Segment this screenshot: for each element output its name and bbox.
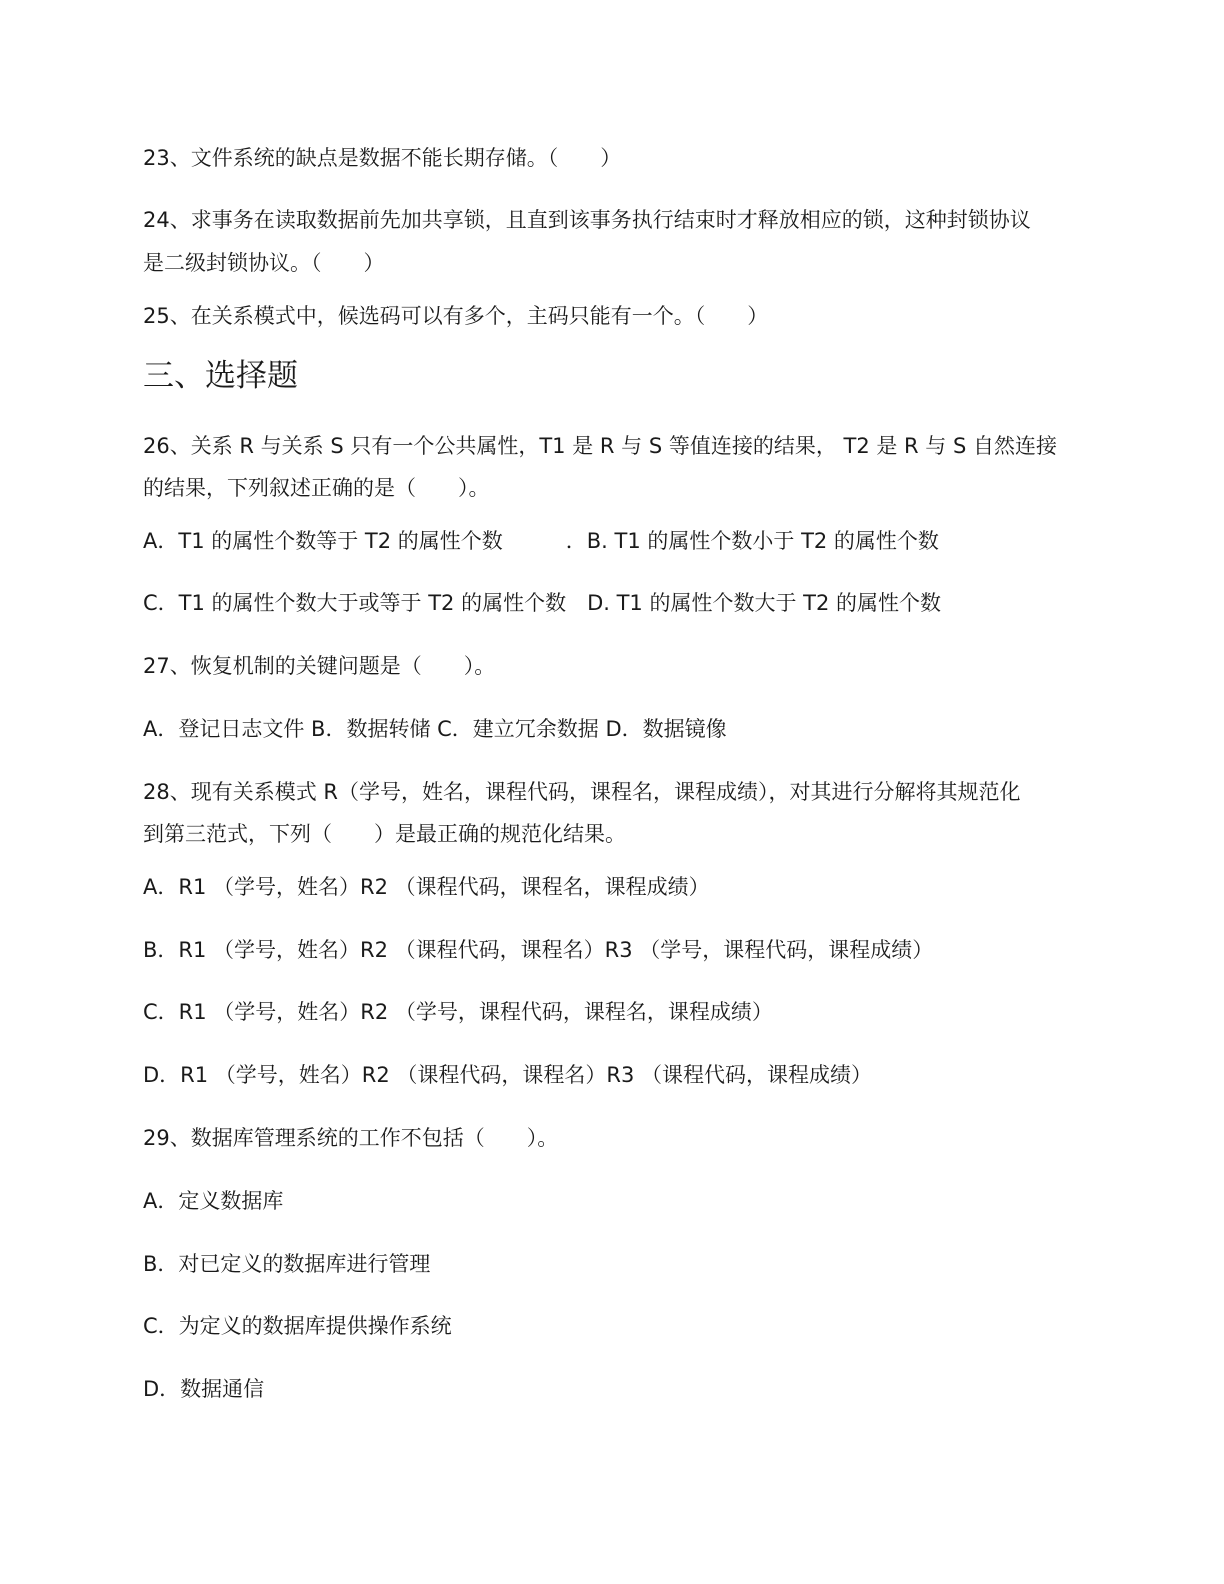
question-28-option-a: A．R1 （学号，姓名）R2 （课程代码，课程名，课程成绩） <box>143 875 710 899</box>
question-23: 23、文件系统的缺点是数据不能长期存储。（ ） <box>143 146 622 170</box>
question-26-options-cd: C．T1 的属性个数大于或等于 T2 的属性个数 D. T1 的属性个数大于 T2 的属性个数 <box>143 591 941 615</box>
question-24-line-1: 24、求事务在读取数据前先加共享锁，且直到该事务执行结束时才释放相应的锁，这种封锁协议 <box>143 208 1031 232</box>
question-26-line-2: 的结果，下列叙述正确的是（ ）。 <box>143 476 490 500</box>
question-29-stem: 29、数据库管理系统的工作不包括（ ）。 <box>143 1126 559 1150</box>
question-24-line-2: 是二级封锁协议。（ ） <box>143 251 385 275</box>
question-29-option-d: D．数据通信 <box>143 1377 265 1401</box>
section-heading: 三、选择题 <box>143 358 298 394</box>
question-26-line-1: 26、关系 R 与关系 S 只有一个公共属性，T1 是 R 与 S 等值连接的结果， T2 是 R 与 S 自然连接 <box>143 434 1057 458</box>
question-29-option-c: C．为定义的数据库提供操作系统 <box>143 1314 452 1338</box>
question-29-option-b: B．对已定义的数据库进行管理 <box>143 1252 431 1276</box>
question-28-line-1: 28、现有关系模式 R（学号，姓名，课程代码，课程名，课程成绩），对其进行分解将其规范化 <box>143 780 1021 804</box>
question-28-option-d: D．R1 （学号，姓名）R2 （课程代码，课程名）R3 （课程代码，课程成绩） <box>143 1063 873 1087</box>
question-29-option-a: A．定义数据库 <box>143 1189 284 1213</box>
question-27-stem: 27、恢复机制的关键问题是（ ）。 <box>143 654 496 678</box>
question-28-option-b: B．R1 （学号，姓名）R2 （课程代码，课程名）R3 （学号，课程代码，课程成绩） <box>143 938 934 962</box>
question-28-line-2: 到第三范式，下列（ ）是最正确的规范化结果。 <box>143 822 626 846</box>
question-27-options: A．登记日志文件 B．数据转储 C．建立冗余数据 D．数据镜像 <box>143 717 727 741</box>
question-26-options-ab: A．T1 的属性个数等于 T2 的属性个数 ．B. T1 的属性个数小于 T2 的属性个数 <box>143 529 939 553</box>
question-28-option-c: C．R1 （学号，姓名）R2 （学号，课程代码，课程名，课程成绩） <box>143 1000 773 1024</box>
question-25: 25、在关系模式中，候选码可以有多个，主码只能有一个。（ ） <box>143 304 769 328</box>
